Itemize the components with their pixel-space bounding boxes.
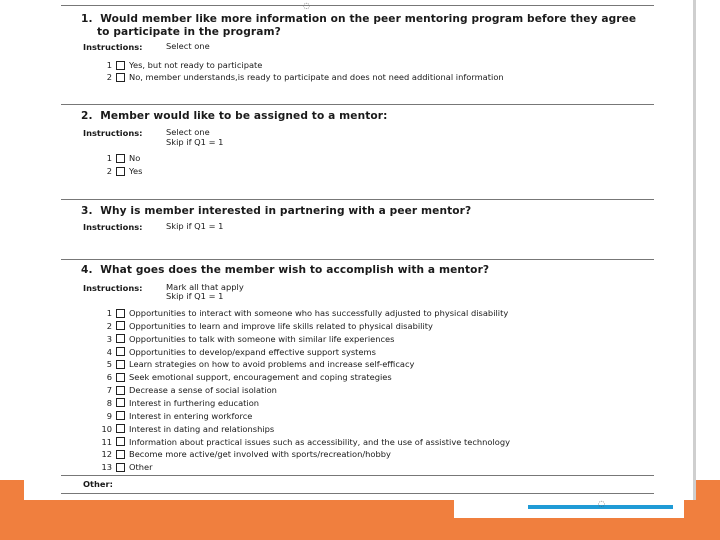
option-row[interactable] bbox=[97, 461, 153, 473]
option-label: Opportunities to learn and improve life skills related to physical disability bbox=[129, 320, 433, 331]
option-number: 2 bbox=[106, 320, 112, 331]
checkbox[interactable] bbox=[116, 154, 125, 163]
checkbox[interactable] bbox=[116, 450, 125, 459]
option-label: Learn strategies on how to avoid problems and increase self-efficacy bbox=[129, 359, 415, 370]
option-number: 5 bbox=[106, 359, 112, 370]
option-number: 6 bbox=[106, 372, 112, 383]
instructions-text: Mark all that apply bbox=[166, 282, 244, 292]
question-2-title: 2. Member would like to be assigned to a mentor: bbox=[81, 110, 388, 122]
option-number: 11 bbox=[101, 436, 112, 447]
instructions-text: Select one bbox=[166, 41, 210, 51]
option-label: Interest in entering workforce bbox=[129, 410, 253, 421]
scan-mark-icon: ◌ bbox=[598, 499, 605, 508]
divider bbox=[61, 104, 654, 105]
option-row[interactable] bbox=[97, 448, 391, 460]
option-label: Decrease a sense of social isolation bbox=[129, 385, 277, 396]
option-label: Become more active/get involved with sports/recreation/hobby bbox=[129, 449, 391, 460]
checkbox[interactable] bbox=[116, 347, 125, 356]
instructions-label: Instructions: bbox=[83, 222, 143, 232]
option-label: Seek emotional support, encouragement and coping strategies bbox=[129, 372, 392, 383]
checkbox[interactable] bbox=[116, 386, 125, 395]
option-number: 4 bbox=[106, 346, 112, 357]
option-row[interactable] bbox=[97, 152, 140, 164]
instructions-text: Select one bbox=[166, 127, 210, 137]
instructions-text: Skip if Q1 = 1 bbox=[166, 221, 224, 231]
option-row[interactable] bbox=[97, 410, 252, 422]
option-label: Yes, but not ready to participate bbox=[129, 60, 263, 70]
option-number: 8 bbox=[106, 397, 112, 408]
instructions-text: Skip if Q1 = 1 bbox=[166, 291, 224, 301]
option-number: 1 bbox=[106, 60, 112, 70]
divider bbox=[61, 475, 654, 476]
question-3-title: 3. Why is member interested in partnering with a peer mentor? bbox=[81, 205, 472, 217]
option-row[interactable] bbox=[97, 436, 510, 448]
option-row[interactable] bbox=[97, 423, 274, 435]
checkbox[interactable] bbox=[116, 398, 125, 407]
checkbox[interactable] bbox=[116, 309, 125, 318]
option-label: Opportunities to develop/expand effective support systems bbox=[129, 346, 376, 357]
option-row[interactable] bbox=[97, 358, 414, 370]
scan-mark-icon: ◌ bbox=[303, 1, 310, 10]
instructions-label: Instructions: bbox=[83, 128, 143, 138]
option-row[interactable] bbox=[97, 307, 508, 319]
checkbox[interactable] bbox=[116, 424, 125, 433]
option-row[interactable] bbox=[97, 165, 142, 177]
option-number: 1 bbox=[106, 308, 112, 318]
option-label: No bbox=[129, 153, 141, 163]
checkbox[interactable] bbox=[116, 411, 125, 420]
option-number: 10 bbox=[101, 423, 112, 434]
checkbox[interactable] bbox=[116, 373, 125, 382]
question-4-title: 4. What goes does the member wish to accomplish with a mentor? bbox=[81, 264, 490, 276]
divider bbox=[61, 199, 654, 200]
divider bbox=[61, 5, 654, 6]
question-1-title: 1. Would member like more information on the peer mentoring program before they agree bbox=[81, 13, 637, 25]
checkbox[interactable] bbox=[116, 61, 125, 70]
option-number: 2 bbox=[106, 166, 112, 176]
other-label: Other: bbox=[83, 479, 113, 489]
checkbox[interactable] bbox=[116, 360, 125, 369]
page-edge bbox=[693, 0, 696, 500]
divider bbox=[61, 493, 654, 494]
option-label: Opportunities to interact with someone who has successfully adjusted to physical disability bbox=[129, 308, 509, 318]
option-row[interactable] bbox=[97, 346, 376, 358]
option-row[interactable] bbox=[97, 71, 504, 83]
instructions-text: Skip if Q1 = 1 bbox=[166, 137, 224, 147]
option-row[interactable] bbox=[97, 59, 262, 71]
option-number: 2 bbox=[106, 72, 112, 82]
option-number: 7 bbox=[106, 385, 112, 396]
option-row[interactable] bbox=[97, 333, 394, 345]
option-number: 1 bbox=[106, 153, 112, 163]
option-number: 3 bbox=[106, 333, 112, 344]
option-number: 9 bbox=[106, 410, 112, 421]
checkbox[interactable] bbox=[116, 167, 125, 176]
instructions-label: Instructions: bbox=[83, 283, 143, 293]
option-number: 12 bbox=[101, 449, 112, 460]
option-row[interactable] bbox=[97, 384, 277, 396]
divider bbox=[61, 259, 654, 260]
checkbox[interactable] bbox=[116, 463, 125, 472]
option-label: Information about practical issues such as accessibility, and the use of assistive technology bbox=[129, 436, 511, 447]
checkbox[interactable] bbox=[116, 334, 125, 343]
instructions-label: Instructions: bbox=[83, 42, 143, 52]
option-label: Yes bbox=[129, 166, 143, 176]
option-label: Interest in dating and relationships bbox=[129, 423, 275, 434]
option-label: Opportunities to talk with someone with similar life experiences bbox=[129, 333, 395, 344]
question-1-title-cont: to participate in the program? bbox=[97, 26, 281, 38]
option-number: 13 bbox=[101, 462, 112, 473]
checkbox[interactable] bbox=[116, 437, 125, 446]
option-row[interactable] bbox=[97, 320, 433, 332]
option-row[interactable] bbox=[97, 397, 259, 409]
checkbox[interactable] bbox=[116, 73, 125, 82]
checkbox[interactable] bbox=[116, 321, 125, 330]
option-label: No, member understands,is ready to participate and does not need additional information bbox=[129, 72, 504, 82]
option-row[interactable] bbox=[97, 371, 392, 383]
option-label: Interest in furthering education bbox=[129, 397, 260, 408]
option-label: Other bbox=[129, 462, 153, 473]
